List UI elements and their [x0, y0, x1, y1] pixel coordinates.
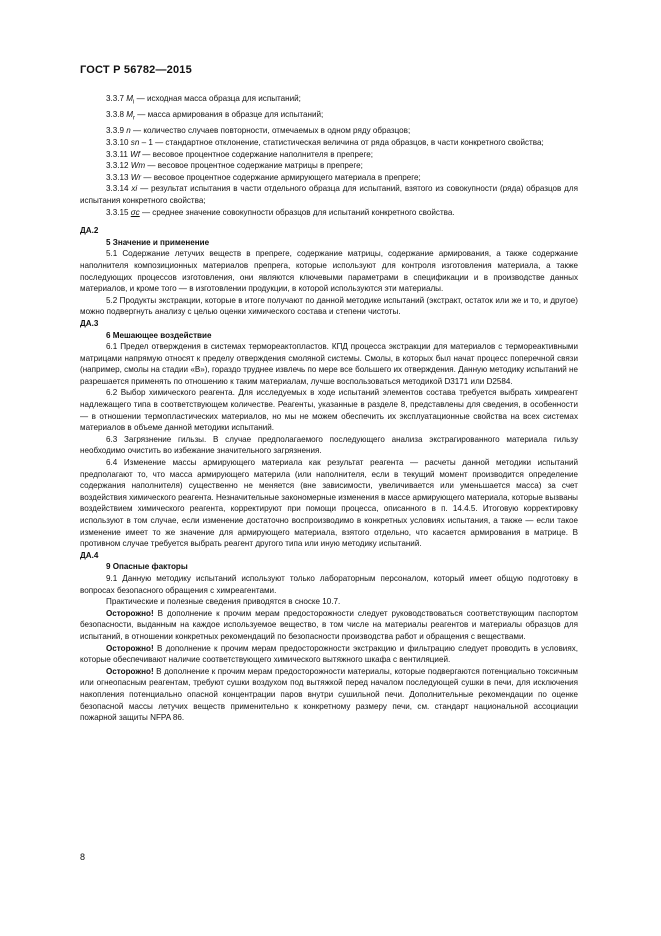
warning-label: Осторожно! [106, 608, 154, 618]
def-subscript: i [133, 99, 135, 106]
def-text: — весовое процентное содержание армирующего материала в препреге; [141, 172, 421, 182]
definition-3-3-10 [80, 137, 578, 149]
def-text: — количество случаев повторности, отмечаемых в одном ряду образцов; [130, 126, 411, 136]
def-text: — весовое процентное содержание матрицы в препреге; [145, 161, 363, 171]
warning-3 [80, 666, 578, 724]
section-5-heading: 5 Значение и применение [106, 237, 210, 247]
definition-3-3-11 [80, 149, 578, 161]
def-symbol: n [126, 126, 131, 136]
paragraph-practical-note: Практические и полезные сведения приводятся в сноске 10.7. [106, 597, 341, 607]
paragraph-5-2: 5.2 Продукты экстракции, которые в итоге получают по данной методике испытаний (экстракт, остаток или же и то, и другое) можно подвергнуть анализу с целью оценки химического состава и степени чистоты. [80, 295, 578, 317]
def-text: — среднее значение совокупности образцов для испытаний конкретного свойства. [139, 207, 455, 217]
warning-text: В дополнение к прочим мерам предосторожности следует руководствоваться соответствующим паспортом безопасности, выданным на каждое используемое вещество, в том числе на материалы реагентов и материалы образцов для испытаний, в отношении конкретных рекомендаций по безопасности производства работ и обращения с веществами. [80, 608, 578, 641]
paragraph-9-1: 9.1 Данную методику испытаний используют только лабораторным персоналом, который имеет общую подготовку в вопросах безопасного обращения с химреагентами. [80, 573, 578, 595]
section-da2-label: ДА.2 [80, 226, 99, 236]
warning-2 [80, 643, 578, 666]
paragraph-6-1: 6.1 Предел отверждения в системах термореактопластов. КПД процесса экстракции для материалов с термореактивными матрицами напрямую относят к пределу отверждения смоляной системы. Смолы, в которых был начат процесс поперечной связи (например, смолы на стадии «В»), гораздо труднее извлечь по мере все большего их отверждения. Данную методику испытаний не разрешается применять по отношению к таким материалам, лучше воспользоваться методикой D3171 или D2584. [80, 342, 578, 386]
def-text: — весовое процентное содержание наполнителя в препреге; [140, 149, 374, 159]
warning-text: В дополнение к прочим мерам предосторожности материалы, которые подвергаются потенциально токсичным или огнеопасным реагентам, требуют сушки воздухом под вытяжкой перед началом последующей сушки в печи, для исключения накопления потенциально опасной концентрации паров внутри сушильной печи. Дополнительные рекомендации по оценке безопасной массы летучих веществ применительно к конкретному размеру печи, см. стандарт национальной ассоциации пожарной защиты NFPA 86. [80, 666, 578, 723]
def-text: – 1 — стандартное отклонение, статистическая величина от ряда образцов, в части конкретного свойства; [139, 138, 544, 147]
def-text: — результат испытания в части отдельного образца для испытаний, взятого из совокупности (ряда) образцов для испытания конкретного свойства; [80, 184, 579, 205]
definition-3-3-14 [80, 183, 578, 206]
paragraph-6-3: 6.3 Загрязнение гильзы. В случае предполагаемого последующего анализа экстрагированного материала гильзу необходимо очистить во избежание значительного загрязнения. [80, 434, 578, 456]
def-number: 3.3.10 [106, 138, 129, 147]
def-text: — исходная масса образца для испытаний; [134, 94, 301, 103]
definition-3-3-12 [80, 160, 578, 172]
def-number: 3.3.11 [106, 149, 128, 159]
definition-3-3-13 [80, 172, 578, 184]
def-text: — масса армирования в образце для испытаний; [135, 110, 324, 120]
section-da4-label: ДА.4 [80, 550, 99, 560]
warning-label: Осторожно! [106, 666, 154, 676]
warning-1 [80, 608, 578, 643]
def-symbol: Wf [130, 149, 141, 159]
definition-3-3-15 [80, 207, 578, 219]
warning-label: Осторожно! [106, 643, 154, 653]
def-symbol: Wr [130, 172, 142, 182]
paragraph-5-1: 5.1 Содержание летучих веществ в препреге, содержание матрицы, содержание армирования, а также содержание наполнителя композиционных материалов препрега, которые используют для контроля изготовления материала, а также последующих процессов изготовления, они являются ключевыми параметрами в спецификации и в производстве данных материалов, и кроме того — в изготовлении продукции, в которой используются эти материалы. [80, 249, 578, 294]
def-number: 3.3.12 [106, 161, 129, 171]
document-body [80, 93, 578, 724]
def-symbol: xi [131, 184, 138, 194]
section-6-heading: 6 Мешающее воздействие [106, 330, 212, 340]
def-number: 3.3.9 [106, 126, 125, 136]
def-symbol: M [126, 94, 134, 103]
def-number: 3.3.13 [106, 172, 129, 182]
def-symbol: σc [130, 207, 140, 217]
paragraph-6-2: 6.2 Выбор химического реагента. Для исследуемых в ходе испытаний элементов состава требуется выбрать химреагент надлежащего типа в соответствующем количестве. Реагенты, указанные в разделе 8, представлены для сведения, в особенности — в отношении термопластических материалов, но мы не можем обеспечить их эксплуатационные свойства на всех системах материалов в объеме данной методики испытаний. [80, 388, 578, 433]
warning-text: В дополнение к прочим мерам предосторожности экстракцию и фильтрацию следует проводить в условиях, которые обеспечивают наличие соответствующего химического вытяжного шкафа с вентиляцией. [80, 643, 578, 665]
section-da3-label: ДА.3 [80, 318, 99, 328]
def-subscript: r [133, 115, 136, 122]
definition-3-3-9 [80, 125, 578, 137]
def-symbol: sn [130, 138, 140, 147]
definition-3-3-7 [80, 93, 578, 109]
document-header: ГОСТ Р 56782—2015 [80, 64, 192, 76]
paragraph-6-4: 6.4 Изменение массы армирующего материала как результат реагента — расчеты данной методики испытаний предполагают то, что масса армирующего материла (или наполнителя, если в текущий момент производится определение содержания наполнителя) существенно не меняется (вне зависимости, увеличивается или уменьшается масса) за счет воздействия химического реагента. Незначительные закономерные изменения в массе армирующего материала, которые вызваны воздействием химического реагента, корректируют при помощи процесса, описанного в п. 14.4.5. Итоговую корректировку используют в том случае, если изменение достаточно воспроизводимо в конкретных условиях испытания, а также — если такое изменение имеет то же значение для армирующего материала, взятого отдельно, что касается армирования в матрице. В противном случае требуется выбрать реагент другого типа или иную методику испытаний. [80, 458, 578, 549]
section-9-heading: 9 Опасные факторы [106, 562, 188, 572]
def-number: 3.3.15 [106, 207, 129, 217]
def-number: 3.3.8 [106, 110, 125, 120]
page-number: 8 [80, 852, 86, 862]
definition-3-3-8 [80, 109, 578, 125]
def-number: 3.3.7 [106, 94, 125, 103]
def-number: 3.3.14 [106, 184, 129, 194]
def-symbol: Wm [130, 161, 146, 171]
def-symbol: M [126, 110, 134, 120]
